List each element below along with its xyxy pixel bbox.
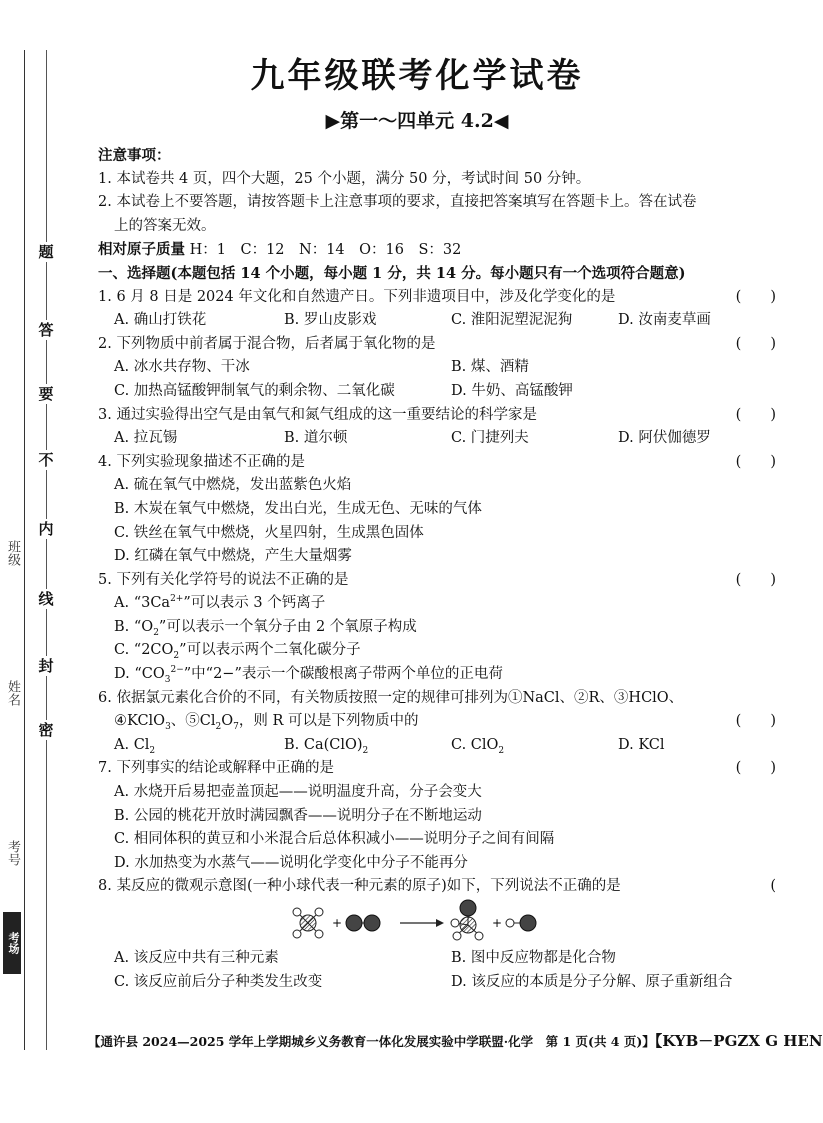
subscript: 7 — [233, 722, 239, 733]
answer-paren: ( ) — [735, 713, 776, 730]
question-stem — [98, 569, 780, 593]
binding-char: 密 — [36, 720, 56, 740]
option-c-text: C. “2CO — [114, 642, 174, 659]
page-subtitle: ▶第一～四单元 4.2◀ — [325, 110, 509, 132]
option-d-text-end: ”中“2−”表示一个碳酸根离子带两个单位的正电荷 — [183, 666, 503, 683]
q6-formula: O — [221, 713, 234, 730]
option-b-text-end: ”可以表示一个氧分子由 2 个氧原子构成 — [158, 618, 417, 635]
option-c: C. 淮阳泥塑泥泥狗 — [451, 312, 573, 329]
question-stem — [98, 451, 780, 475]
option-row — [98, 356, 780, 380]
answer-paren: ( ) — [735, 571, 776, 588]
option-d: D. 红磷在氧气中燃烧，产生大量烟雾 — [114, 548, 352, 565]
exam-content — [98, 144, 780, 994]
option-c — [451, 734, 504, 758]
option-d — [98, 663, 780, 687]
atomic-mass-line — [98, 238, 780, 262]
subscript: 2 — [498, 745, 505, 756]
option-d: D. 汝南麦草画 — [618, 312, 711, 329]
option-row — [98, 427, 780, 451]
option-a: A. 确山打铁花 — [114, 312, 207, 329]
option-a: A. 水烧开后易把壶盖顶起——说明温度升高，分子会变大 — [114, 784, 482, 801]
binding-char: 答 — [36, 320, 56, 340]
option-d: D. 牛奶、高锰酸钾 — [451, 382, 573, 399]
option-d: D. 水加热变为水蒸气——说明化学变化中分子不能再分 — [114, 854, 468, 871]
option-b: B. 公园的桃花开放时满园飘香——说明分子在不断地运动 — [114, 807, 482, 824]
option-a: A. 拉瓦锡 — [114, 430, 178, 447]
option-b: B. 道尔顿 — [284, 430, 348, 447]
subscript: 3 — [164, 674, 171, 685]
binding-line-outer — [24, 50, 25, 1050]
atomic-mass-label: 相对原子质量 — [98, 241, 185, 259]
option-a — [98, 592, 780, 616]
question-8-stem: 8. 某反应的微观示意图(一种小球代表一种元素的原子)如下，下列说法不正确的是 — [98, 878, 621, 895]
question-1-stem: 1. 6 月 8 日是 2024 年文化和自然遗产日。下列非遗项目中，涉及化学变化的是 — [98, 288, 616, 305]
page-title: 九年级联考化学试卷 — [250, 56, 584, 96]
binding-char: 不 — [36, 450, 56, 470]
option-d: D. KCl — [618, 736, 665, 753]
product-molecule-1 — [451, 900, 483, 940]
option-a: A. 硫在氧气中燃烧，发出蓝紫色火焰 — [114, 477, 352, 494]
question-stem-cont — [98, 710, 780, 734]
option-b-text: B. Ca(ClO) — [284, 736, 363, 753]
option-row — [98, 309, 780, 333]
option-c — [98, 639, 780, 663]
option-b — [284, 734, 368, 758]
option-c: C. 该反应前后分子种类发生改变 — [114, 973, 323, 990]
option-row — [98, 947, 780, 971]
subscript: 2 — [149, 745, 156, 756]
binding-margin — [0, 0, 60, 1123]
question-4-stem: 4. 下列实验现象描述不正确的是 — [98, 453, 305, 470]
answer-paren: ( ) — [735, 335, 776, 352]
question-5-stem: 5. 下列有关化学符号的说法不正确的是 — [98, 571, 349, 588]
binding-char: 要 — [36, 384, 56, 404]
question-stem — [98, 286, 780, 310]
answer-paren: ( ) — [735, 406, 776, 423]
subscript: 2 — [153, 627, 159, 638]
product-molecule-2 — [506, 915, 536, 931]
question-3-stem: 3. 通过实验得出空气是由氧气和氮气组成的这一重要结论的科学家是 — [98, 406, 537, 423]
option-d: D. 阿伏伽德罗 — [618, 430, 711, 447]
option-b: B. 图中反应物都是化合物 — [451, 950, 616, 966]
arrow-icon — [400, 919, 444, 927]
option-a-text: A. “3Ca — [114, 595, 171, 612]
option-b — [98, 616, 780, 640]
plus-sign: + — [492, 916, 503, 930]
option-b: B. 煤、酒精 — [451, 359, 529, 376]
q6-formula: 、⑤Cl — [170, 713, 216, 730]
charge-superscript: 2− — [170, 665, 184, 676]
option-row — [98, 734, 780, 758]
option-c: C. 加热高锰酸钾制氧气的剩余物、二氧化碳 — [114, 382, 395, 399]
question-7-stem: 7. 下列事实的结论或解释中正确的是 — [98, 760, 334, 777]
notice-heading: 注意事项： — [98, 147, 171, 164]
footer-code: 【KYB－PGZX G HEN — [654, 1032, 823, 1050]
question-stem — [98, 757, 780, 781]
page-footer — [88, 1030, 823, 1051]
option-c-text: C. ClO — [451, 736, 499, 753]
reactant-molecule-1 — [293, 908, 323, 938]
question-6-stem-1: 6. 依据氯元素化合价的不同，有关物质按照一定的规律可排列为①NaCl、②R、③HClO、 — [98, 689, 684, 706]
answer-paren: ( ) — [735, 288, 776, 305]
question-stem — [98, 404, 780, 428]
option-a-text: A. Cl — [114, 736, 150, 753]
option-d-text: D. “CO — [114, 666, 165, 683]
option-d: D. 该反应的本质是分子分解、原子重新组合 — [451, 973, 733, 990]
question-stem — [98, 333, 780, 357]
option-c-text-end: ”可以表示两个二氧化碳分子 — [179, 642, 361, 659]
notice-item-1: 1. 本试卷共 4 页，四个大题，25 个小题，满分 50 分，考试时间 50 分钟。 — [98, 170, 591, 187]
option-b: B. 木炭在氧气中燃烧，发出白光，生成无色、无味的气体 — [114, 500, 482, 517]
binding-label-id: 考号 — [5, 840, 20, 866]
question-stem — [98, 875, 780, 899]
answer-paren-open: ( — [770, 878, 776, 895]
notice-item-2: 2. 本试卷上不要答题，请按答题卡上注意事项的要求，直接把答案填写在答题卡上。答在试卷 — [98, 194, 697, 211]
option-row — [98, 971, 780, 995]
answer-paren: ( ) — [735, 453, 776, 470]
notice-item-2-cont: 上的答案无效。 — [114, 217, 216, 234]
option-b: B. 罗山皮影戏 — [284, 312, 377, 329]
atomic-mass-values: H：1 C：12 N：14 O：16 S：32 — [189, 242, 462, 259]
q6-stem-end: ，则 R 可以是下列物质中的 — [238, 713, 419, 730]
question-2-stem: 2. 下列物质中前者属于混合物，后者属于氧化物的是 — [98, 335, 436, 352]
answer-paren: ( ) — [735, 760, 776, 777]
subscript: 2 — [215, 722, 222, 733]
option-b-text: B. “O — [114, 618, 154, 635]
option-c: C. 铁丝在氧气中燃烧，火星四射，生成黑色固体 — [114, 524, 424, 541]
binding-label-name: 姓名 — [5, 680, 20, 706]
reaction-diagram — [98, 899, 780, 947]
option-c: C. 门捷列夫 — [451, 430, 529, 447]
option-row — [98, 380, 780, 404]
option-a-text-end: ”可以表示 3 个钙离子 — [183, 595, 326, 612]
charge-superscript: 2+ — [170, 594, 184, 605]
binding-line-inner — [46, 50, 47, 1050]
footer-text: 【通许县 2024—2025 学年上学期城乡义务教育一体化发展实验中学联盟·化学 第 1 页(共 4 页)】 — [88, 1034, 655, 1049]
plus-sign: + — [332, 916, 343, 930]
binding-label-class: 班级 — [5, 540, 20, 566]
binding-char: 线 — [36, 589, 56, 609]
option-a — [114, 734, 155, 758]
option-c: C. 相同体积的黄豆和小米混合后总体积减小——说明分子之间有间隔 — [114, 831, 555, 848]
q6-formula: ④KClO — [114, 713, 166, 730]
subscript: 3 — [165, 722, 171, 733]
binding-logo: 考场 — [3, 912, 21, 974]
subscript: 2 — [173, 651, 180, 662]
reactant-molecule-2 — [346, 915, 380, 931]
subscript: 2 — [362, 745, 369, 756]
binding-char: 内 — [36, 519, 56, 539]
section-heading: 一、选择题(本题包括 14 个小题，每小题 1 分，共 14 分。每小题只有一个选项符合题意) — [98, 264, 686, 282]
binding-char: 封 — [36, 656, 56, 676]
reaction-diagram-svg — [288, 899, 618, 947]
option-a: A. 冰水共存物、干冰 — [114, 359, 250, 376]
option-a: A. 该反应中共有三种元素 — [114, 950, 279, 966]
binding-char: 题 — [36, 242, 56, 262]
